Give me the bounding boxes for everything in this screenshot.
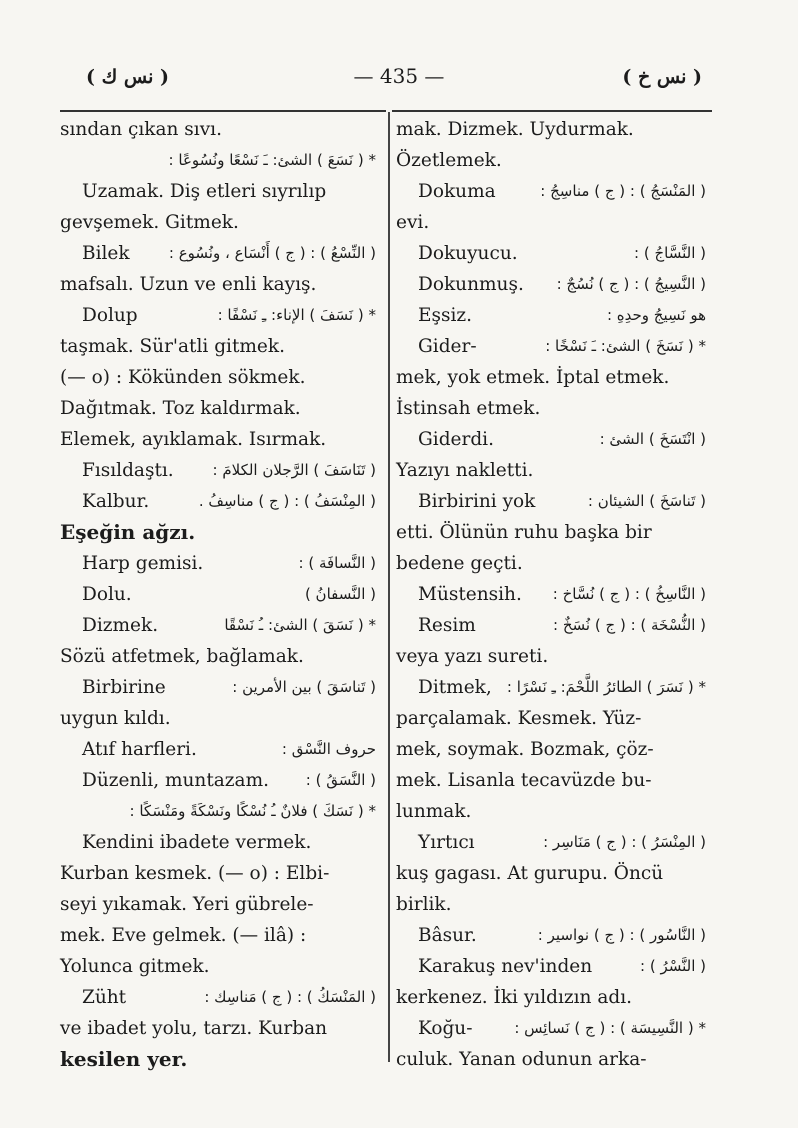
entry-line — [60, 858, 382, 889]
entry-line — [60, 703, 382, 734]
entry-line — [396, 486, 712, 517]
turkish-text: gevşemek. Gitmek. — [60, 212, 239, 233]
entry-line — [60, 889, 382, 920]
arabic-headword: * ( نَسَفَ ) الإناء: ـِ نَسْفًا : — [217, 306, 376, 324]
entry-line — [60, 393, 382, 424]
turkish-text: lunmak. — [396, 801, 472, 822]
entry-line — [396, 114, 712, 145]
arabic-headword: * ( نَسَعَ ) الشئ: ـَ نَسْعًا ونُسُوعًا : — [168, 151, 376, 169]
entry-line — [60, 951, 382, 982]
entry-line — [60, 238, 382, 269]
column-divider — [388, 112, 390, 1062]
header-right-entry: ( نس خ ) — [622, 66, 702, 88]
turkish-text: Atıf harfleri. — [82, 739, 197, 760]
entry-line — [396, 1044, 712, 1075]
arabic-headword: * ( نَسَخَ ) الشئ: ـَ نَسْخًا : — [545, 337, 706, 355]
turkish-text: seyi yıkamak. Yeri gübrele- — [60, 894, 314, 915]
entry-line — [396, 1013, 712, 1044]
turkish-text: Gider- — [418, 336, 477, 357]
header-left-entry: ( نس ك ) — [86, 66, 169, 88]
entry-line — [396, 920, 712, 951]
entry-line — [60, 517, 382, 548]
turkish-text: evi. — [396, 212, 430, 233]
entry-line — [396, 858, 712, 889]
entry-line — [60, 176, 382, 207]
arabic-headword: ( النَّسفانُ ) — [304, 585, 376, 603]
turkish-text: mafsalı. Uzun ve enli kayış. — [60, 274, 317, 295]
right-column — [396, 114, 712, 1075]
entry-line — [60, 300, 382, 331]
arabic-headword: * ( نَسَرَ ) الطائرُ اللَّحْمَ: ـِ نَسْرًا : — [506, 678, 706, 696]
turkish-text: Ditmek, — [418, 677, 492, 698]
entry-line — [396, 827, 712, 858]
arabic-headword: ( تَناسَقَ ) بين الأمرين : — [232, 678, 376, 696]
entry-line — [396, 517, 712, 548]
turkish-text: culuk. Yanan odunun arka- — [396, 1049, 647, 1070]
arabic-headword: ( النَّاسِخُ ) : ( ج ) نُسَّاخ : — [552, 585, 706, 603]
entry-line — [396, 238, 712, 269]
turkish-text: kuş gagası. At gurupu. Öncü — [396, 863, 664, 884]
entry-line — [60, 548, 382, 579]
turkish-text: Yolunca gitmek. — [60, 956, 210, 977]
entry-line — [60, 641, 382, 672]
entry-line — [396, 796, 712, 827]
turkish-text: Özetlemek. — [396, 150, 502, 171]
turkish-text: Resim — [418, 615, 476, 636]
turkish-text: mek. Eve gelmek. (— ilâ) : — [60, 925, 307, 946]
turkish-text: mak. Dizmek. Uydurmak. — [396, 119, 634, 140]
entry-line — [60, 486, 382, 517]
arabic-headword: ( النَّسَّاجُ ) : — [634, 244, 706, 262]
arabic-headword: * ( النَّسِيسَة ) : ( ج ) نَسائِس : — [514, 1019, 706, 1037]
turkish-text: Dolup — [82, 305, 138, 326]
entry-line — [60, 672, 382, 703]
turkish-text: Kendini ibadete vermek. — [82, 832, 312, 853]
arabic-headword: * ( نَسَقَ ) الشئ: ـُ نَسْقًا — [224, 616, 376, 634]
turkish-text: Sözü atfetmek, bağlamak. — [60, 646, 304, 667]
turkish-text: kerkenez. İki yıldızın adı. — [396, 987, 633, 1008]
entry-line — [396, 455, 712, 486]
entry-line — [396, 424, 712, 455]
turkish-text: Dizmek. — [82, 615, 159, 636]
entry-line — [60, 1013, 382, 1044]
entry-line — [60, 331, 382, 362]
turkish-text: Dokuma — [418, 181, 496, 202]
turkish-text: Birbirini yok — [418, 491, 536, 512]
entry-line — [60, 765, 382, 796]
entry-line — [60, 579, 382, 610]
entry-line — [60, 145, 382, 176]
turkish-text: Harp gemisi. — [82, 553, 204, 574]
entry-line — [396, 269, 712, 300]
entry-line — [60, 455, 382, 486]
turkish-text: etti. Ölünün ruhu başka bir — [396, 522, 652, 543]
turkish-text: mek. Lisanla tecavüzde bu- — [396, 770, 652, 791]
entry-line — [396, 579, 712, 610]
entry-line — [396, 982, 712, 1013]
turkish-text: Eşeğin ağzı. — [60, 520, 196, 544]
arabic-headword: ( النُّسْخَة ) : ( ج ) نُسَخٌ : — [553, 616, 706, 634]
arabic-headword: ( النَّسْرُ ) : — [640, 957, 706, 975]
entry-line — [396, 734, 712, 765]
turkish-text: taşmak. Sür'atli gitmek. — [60, 336, 285, 357]
turkish-text: uygun kıldı. — [60, 708, 171, 729]
arabic-headword: ( النَّاسُور ) : ( ج ) نواسير : — [537, 926, 706, 944]
turkish-text: sından çıkan sıvı. — [60, 119, 222, 140]
turkish-text: Dokunmuş. — [418, 274, 524, 295]
turkish-text: (— o) : Kökünden sökmek. — [60, 367, 306, 388]
turkish-text: Kurban kesmek. (— o) : Elbi- — [60, 863, 330, 884]
arabic-headword: هو نَسِيجُ وحدِهِ : — [606, 306, 706, 324]
turkish-text: Dağıtmak. Toz kaldırmak. — [60, 398, 301, 419]
turkish-text: Dokuyucu. — [418, 243, 518, 264]
turkish-text: mek, soymak. Bozmak, çöz- — [396, 739, 654, 760]
entry-line — [396, 548, 712, 579]
entry-line — [396, 176, 712, 207]
arabic-headword: ( النِّسْعُ ) : ( ج ) أَنْسَاع ، ونُسُوع : — [168, 244, 376, 262]
entry-line — [60, 1044, 382, 1075]
arabic-headword: ( تَناسَخَ ) الشيئان : — [587, 492, 706, 510]
entry-line — [396, 889, 712, 920]
turkish-text: Eşsiz. — [418, 305, 473, 326]
entry-line — [60, 114, 382, 145]
turkish-text: parçalamak. Kesmek. Yüz- — [396, 708, 642, 729]
turkish-text: Karakuş nev'inden — [418, 956, 593, 977]
arabic-headword: ( النَّسَقُ ) : — [305, 771, 376, 789]
entry-line — [60, 827, 382, 858]
turkish-text: bedene geçti. — [396, 553, 523, 574]
turkish-text: Bilek — [82, 243, 130, 264]
entry-line — [60, 362, 382, 393]
turkish-text: Dolu. — [82, 584, 132, 605]
turkish-text: Giderdi. — [418, 429, 494, 450]
turkish-text: Kalbur. — [82, 491, 150, 512]
arabic-headword: ( المَنْسَكُ ) : ( ج ) مَناسِك : — [204, 988, 376, 1006]
entry-line — [396, 331, 712, 362]
page-number: — 435 — — [353, 64, 445, 88]
entry-line — [396, 145, 712, 176]
entry-line — [396, 951, 712, 982]
turkish-text: birlik. — [396, 894, 452, 915]
entry-line — [60, 734, 382, 765]
turkish-text: Müstensih. — [418, 584, 522, 605]
entry-line — [396, 765, 712, 796]
turkish-text: kesilen yer. — [60, 1047, 188, 1071]
turkish-text: Koğu- — [418, 1018, 473, 1039]
entry-line — [396, 641, 712, 672]
entry-line — [60, 920, 382, 951]
turkish-text: Uzamak. Diş etleri sıyrılıp — [82, 181, 327, 202]
entry-line — [60, 207, 382, 238]
arabic-headword: ( تَنَاسَفَ ) الرَّجلان الكلامَ : — [212, 461, 376, 479]
entry-line — [60, 796, 382, 827]
arabic-headword: ( المَنْسَجُ ) : ( ج ) مناسِجُ : — [540, 182, 706, 200]
entry-line — [396, 672, 712, 703]
arabic-headword: ( المِنْسَفُ ) : ( ج ) مناسِفُ . — [198, 492, 376, 510]
arabic-headword: حروف النَّسْق : — [281, 740, 376, 758]
header-rule-left — [60, 110, 386, 112]
arabic-headword: * ( نَسَكَ ) فلانٌ ـُ نُسْكًا ونَسْكَةً ومَنْسَكًا : — [129, 802, 376, 820]
turkish-text: Züht — [82, 987, 127, 1008]
turkish-text: Yazıyı nakletti. — [396, 460, 534, 481]
turkish-text: veya yazı sureti. — [396, 646, 549, 667]
entry-line — [396, 362, 712, 393]
turkish-text: mek, yok etmek. İptal etmek. — [396, 367, 670, 388]
turkish-text: Yırtıcı — [418, 832, 475, 853]
entry-line — [396, 393, 712, 424]
entry-line — [396, 300, 712, 331]
entry-line — [60, 269, 382, 300]
entry-line — [396, 207, 712, 238]
entry-line — [60, 610, 382, 641]
turkish-text: İstinsah etmek. — [396, 398, 541, 419]
turkish-text: Düzenli, muntazam. — [82, 770, 269, 791]
turkish-text: Elemek, ayıklamak. Isırmak. — [60, 429, 327, 450]
turkish-text: Bâsur. — [418, 925, 477, 946]
turkish-text: ve ibadet yolu, tarzı. Kurban — [60, 1018, 328, 1039]
left-column — [60, 114, 382, 1075]
entry-line — [60, 424, 382, 455]
arabic-headword: ( النَّسِيجُ ) : ( ج ) نُسُجٌ : — [556, 275, 706, 293]
entry-line — [60, 982, 382, 1013]
arabic-headword: ( المِنْسَرُ ) : ( ج ) مَنَاسِر : — [543, 833, 706, 851]
turkish-text: Birbirine — [82, 677, 166, 698]
header-rule-right — [392, 110, 712, 112]
turkish-text: Fısıldaştı. — [82, 460, 174, 481]
arabic-headword: ( انْتَسَخَ ) الشئ : — [599, 430, 706, 448]
entry-line — [396, 610, 712, 641]
arabic-headword: ( النَّسافَة ) : — [298, 554, 376, 572]
entry-line — [396, 703, 712, 734]
